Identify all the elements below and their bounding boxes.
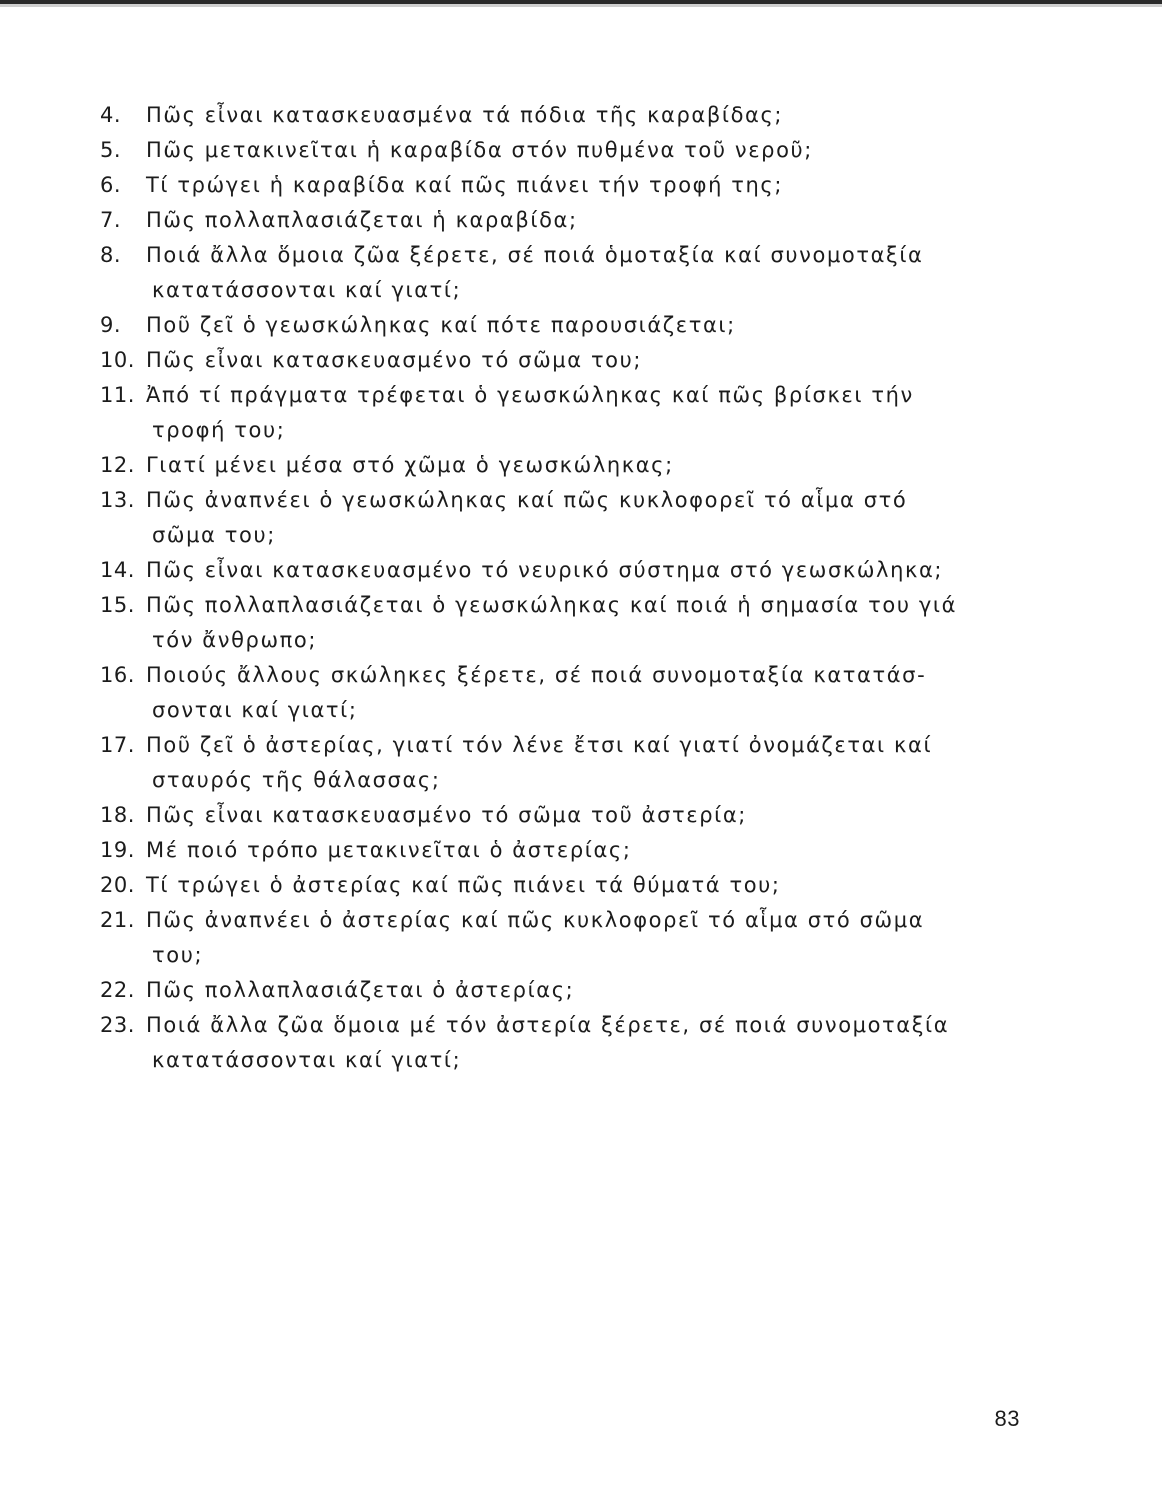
question-text: Γιατί μένει μέσα στό χῶμα ὁ γεωσκώληκας; xyxy=(146,453,674,477)
question-item xyxy=(100,728,1020,798)
question-number: 9. xyxy=(100,313,122,337)
question-text: Πῶς πολλαπλασιάζεται ἡ καραβίδα; xyxy=(146,208,578,232)
question-text: Μέ ποιό τρόπο μετακινεῖται ὁ ἀστερίας; xyxy=(146,838,632,862)
question-item xyxy=(100,448,1020,483)
question-text: Τί τρώγει ὁ ἀστερίας καί πῶς πιάνει τά θύματά του; xyxy=(146,873,781,897)
question-text: Ποιά ἄλλα ὅμοια ζῶα ξέρετε, σέ ποιά ὁμοταξία καί συνομοταξία xyxy=(146,243,924,267)
question-continuation: σταυρός τῆς θάλασσας; xyxy=(152,768,441,792)
question-text: Πῶς εἶναι κατασκευασμένο τό σῶμα τοῦ ἀστερία; xyxy=(146,803,747,827)
question-text: Ποιούς ἄλλους σκώληκες ξέρετε, σέ ποιά συνομοταξία κατατάσ- xyxy=(146,663,927,687)
question-number: 22. xyxy=(100,978,135,1002)
question-number: 20. xyxy=(100,873,135,897)
question-text: Πῶς εἶναι κατασκευασμένο τό νευρικό σύστημα στό γεωσκώληκα; xyxy=(146,558,944,582)
page-number: 83 xyxy=(994,1406,1020,1431)
question-continuation: σῶμα του; xyxy=(152,523,276,547)
question-number: 4. xyxy=(100,103,122,127)
question-text: Πῶς πολλαπλασιάζεται ὁ γεωσκώληκας καί ποιά ἡ σημασία του γιά xyxy=(146,593,958,617)
question-item xyxy=(100,658,1020,728)
question-number: 23. xyxy=(100,1013,135,1037)
question-item xyxy=(100,868,1020,903)
question-continuation: τόν ἄνθρωπο; xyxy=(152,628,318,652)
question-number: 6. xyxy=(100,173,122,197)
question-item xyxy=(100,238,1020,308)
question-number: 21. xyxy=(100,908,135,932)
question-item xyxy=(100,378,1020,448)
question-number: 13. xyxy=(100,488,135,512)
question-continuation: σονται καί γιατί; xyxy=(152,698,358,722)
question-text: Τί τρώγει ἡ καραβίδα καί πῶς πιάνει τήν τροφή της; xyxy=(146,173,784,197)
question-item xyxy=(100,308,1020,343)
question-item xyxy=(100,973,1020,1008)
question-number: 19. xyxy=(100,838,135,862)
question-list xyxy=(100,98,1020,1078)
question-item xyxy=(100,203,1020,238)
question-continuation: του; xyxy=(152,943,204,967)
question-number: 12. xyxy=(100,453,135,477)
question-number: 16. xyxy=(100,663,135,687)
question-number: 10. xyxy=(100,348,135,372)
question-item xyxy=(100,798,1020,833)
question-number: 15. xyxy=(100,593,135,617)
question-item xyxy=(100,588,1020,658)
question-text: Ἀπό τί πράγματα τρέφεται ὁ γεωσκώληκας καί πῶς βρίσκει τήν xyxy=(146,383,914,407)
question-item xyxy=(100,833,1020,868)
question-text: Ποιά ἄλλα ζῶα ὅμοια μέ τόν ἀστερία ξέρετε, σέ ποιά συνομοταξία xyxy=(146,1013,950,1037)
question-text: Πῶς εἶναι κατασκευασμένα τά πόδια τῆς καραβίδας; xyxy=(146,103,784,127)
question-number: 18. xyxy=(100,803,135,827)
question-item xyxy=(100,553,1020,588)
question-number: 5. xyxy=(100,138,122,162)
top-border-shadow xyxy=(0,4,1162,7)
question-continuation: κατατάσσονται καί γιατί; xyxy=(152,278,462,302)
question-text: Ποῦ ζεῖ ὁ ἀστερίας, γιατί τόν λένε ἔτσι καί γιατί ὀνομάζεται καί xyxy=(146,733,933,757)
question-number: 17. xyxy=(100,733,135,757)
question-text: Πῶς ἀναπνέει ὁ γεωσκώληκας καί πῶς κυκλοφορεῖ τό αἷμα στό xyxy=(146,488,908,512)
question-item xyxy=(100,133,1020,168)
question-continuation: κατατάσσονται καί γιατί; xyxy=(152,1048,462,1072)
question-item xyxy=(100,168,1020,203)
question-continuation: τροφή του; xyxy=(152,418,286,442)
question-number: 11. xyxy=(100,383,135,407)
question-text: Πῶς εἶναι κατασκευασμένο τό σῶμα του; xyxy=(146,348,643,372)
question-item xyxy=(100,483,1020,553)
question-text: Πῶς πολλαπλασιάζεται ὁ ἀστερίας; xyxy=(146,978,575,1002)
question-item xyxy=(100,903,1020,973)
question-item xyxy=(100,98,1020,133)
question-number: 7. xyxy=(100,208,122,232)
question-item xyxy=(100,1008,1020,1078)
question-number: 8. xyxy=(100,243,122,267)
question-item xyxy=(100,343,1020,378)
question-text: Ποῦ ζεῖ ὁ γεωσκώληκας καί πότε παρουσιάζεται; xyxy=(146,313,736,337)
question-text: Πῶς μετακινεῖται ἡ καραβίδα στόν πυθμένα τοῦ νεροῦ; xyxy=(146,138,813,162)
question-number: 14. xyxy=(100,558,135,582)
question-text: Πῶς ἀναπνέει ὁ ἀστερίας καί πῶς κυκλοφορεῖ τό αἷμα στό σῶμα xyxy=(146,908,925,932)
